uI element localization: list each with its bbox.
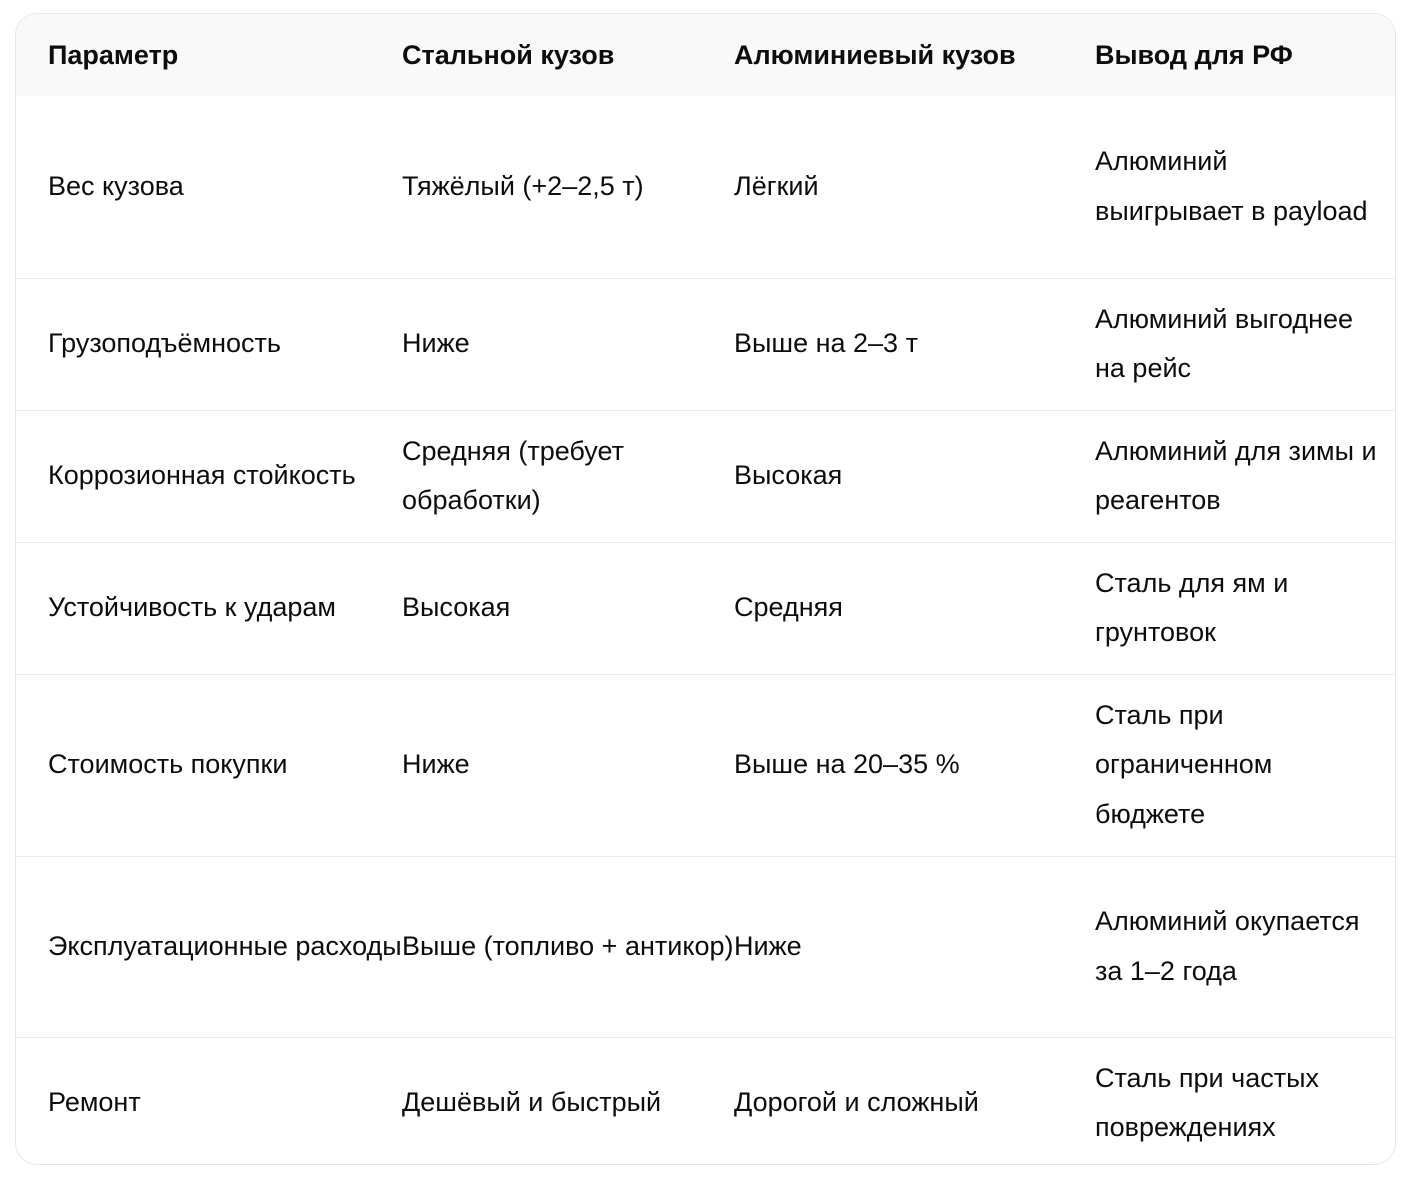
table-row <box>16 674 1396 856</box>
cell-aluminum: Высокая <box>734 410 1095 542</box>
table-row <box>16 410 1396 542</box>
header-parameter: Параметр <box>48 39 179 70</box>
cell-aluminum: Дорогой и сложный <box>734 1087 979 1118</box>
header-row <box>16 14 1396 96</box>
header-conclusion: Вывод для РФ <box>1095 39 1293 70</box>
cell-aluminum: Лёгкий <box>734 96 1095 278</box>
cell-conclusion: Алюминий окупается за 1–2 года <box>1095 856 1396 1037</box>
cell-steel: Выше (топливо + антикор) <box>402 856 734 1037</box>
table-header <box>16 14 1396 96</box>
cell-parameter: Стоимость покупки <box>16 674 402 856</box>
cell-parameter: Ремонт <box>48 1087 141 1118</box>
cell-parameter: Устойчивость к ударам <box>16 542 402 674</box>
cell-aluminum: Выше на 20–35 % <box>734 674 1095 856</box>
table-body <box>16 96 1396 1165</box>
cell-steel: Дешёвый и быстрый <box>402 1087 662 1118</box>
cell-parameter: Коррозионная стойкость <box>16 410 402 542</box>
cell-conclusion: Алюминий выгоднее на рейс <box>1095 278 1396 410</box>
cell-aluminum: Ниже <box>734 856 1095 1037</box>
cell-steel: Высокая <box>402 542 734 674</box>
table-row <box>16 96 1396 278</box>
cell-conclusion: Сталь при ограниченном бюджете <box>1095 674 1396 856</box>
cell-steel: Средняя (требует обработки) <box>402 410 734 542</box>
header-aluminum-body: Алюминиевый кузов <box>734 39 1016 70</box>
header-steel-body: Стальной кузов <box>402 39 615 70</box>
cell-steel: Тяжёлый (+2–2,5 т) <box>402 96 734 278</box>
comparison-table-card <box>15 13 1396 1165</box>
comparison-table <box>16 14 1396 1165</box>
table-row <box>16 278 1396 410</box>
cell-steel: Ниже <box>402 278 734 410</box>
cell-parameter: Вес кузова <box>16 96 402 278</box>
cell-parameter: Грузоподъёмность <box>16 278 402 410</box>
cell-aluminum: Средняя <box>734 542 1095 674</box>
table-row <box>16 856 1396 1037</box>
cell-conclusion: Алюминий для зимы и реагентов <box>1095 410 1396 542</box>
cell-conclusion: Сталь при частых повреждениях <box>1095 1062 1319 1142</box>
cell-aluminum: Выше на 2–3 т <box>734 278 1095 410</box>
cell-parameter: Эксплуатационные расходы <box>16 856 402 1037</box>
cell-conclusion: Сталь для ям и грунтовок <box>1095 542 1396 674</box>
table-row <box>16 542 1396 674</box>
cell-steel: Ниже <box>402 674 734 856</box>
table-row <box>16 1037 1396 1165</box>
cell-conclusion: Алюминий выигрывает в payload <box>1095 96 1396 278</box>
